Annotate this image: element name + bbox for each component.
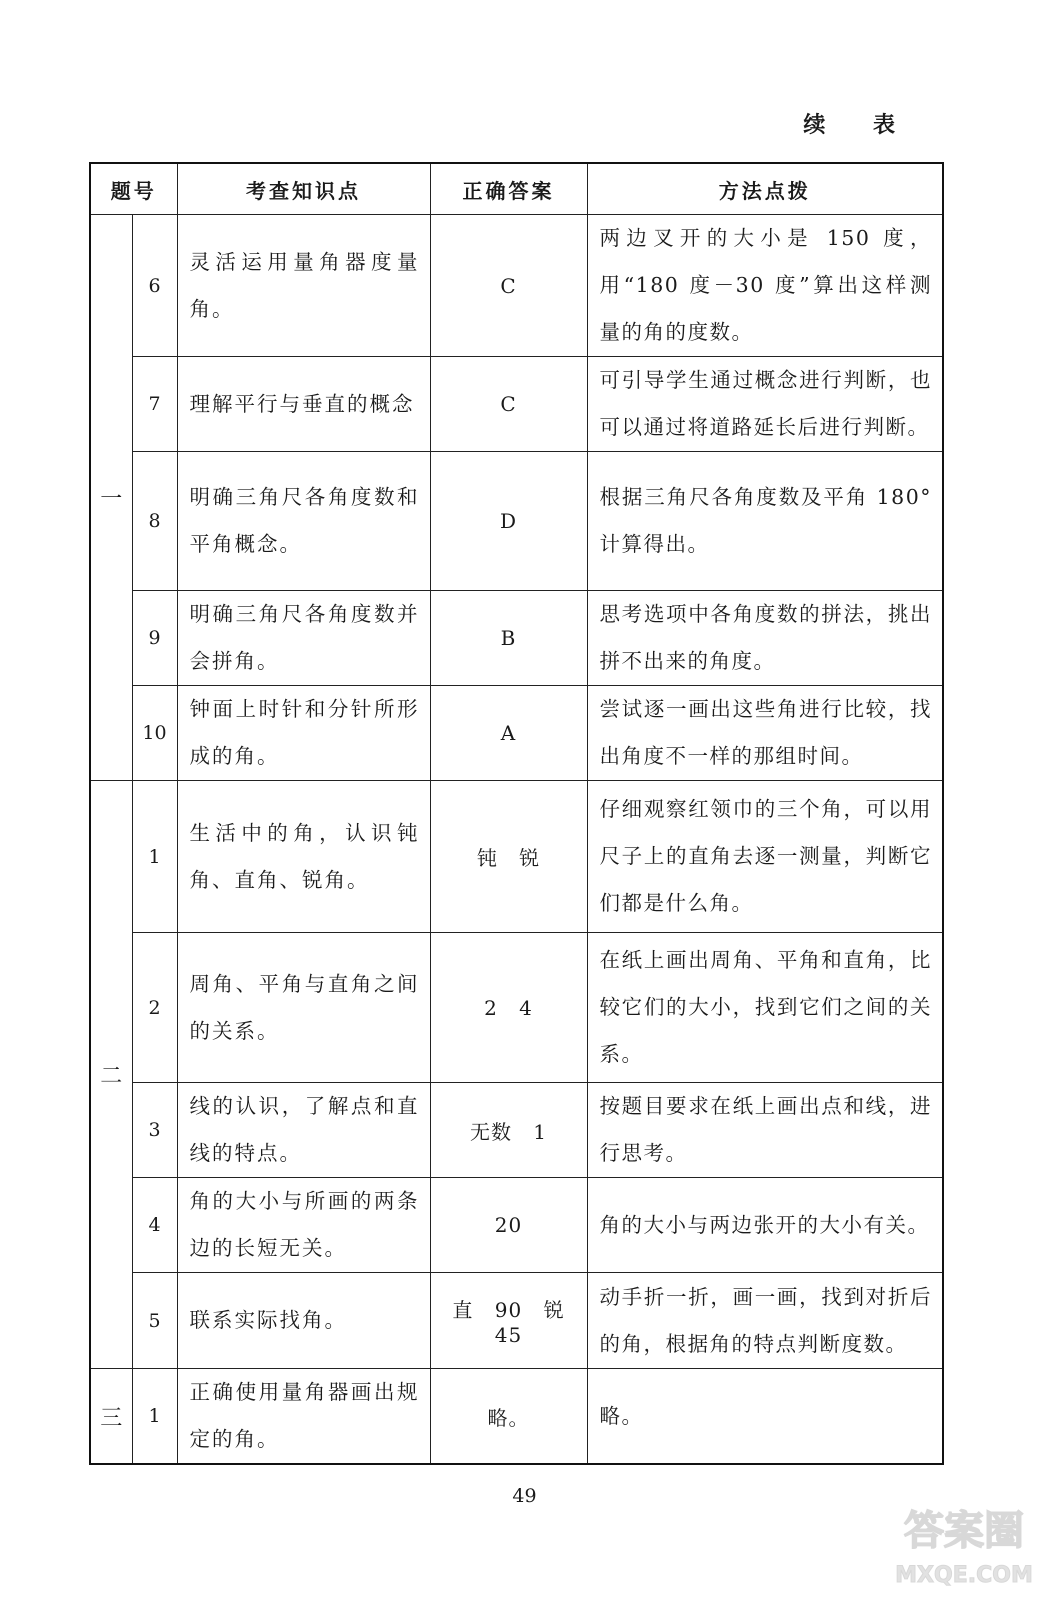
table-row xyxy=(90,452,943,591)
question-number: 1 xyxy=(132,1369,177,1465)
page-number: 49 xyxy=(512,1485,537,1507)
watermark-top-text: 答案圈 xyxy=(904,1508,1024,1554)
method-tip: 两边叉开的大小是 150 度，用“180 度－30 度”算出这样测量的角的度数。 xyxy=(587,215,943,357)
knowledge-point: 周角、平角与直角之间的关系。 xyxy=(177,933,430,1083)
correct-answer: C xyxy=(430,357,587,452)
method-tip: 动手折一折，画一画，找到对折后的角，根据角的特点判断度数。 xyxy=(587,1273,943,1369)
question-number: 5 xyxy=(132,1273,177,1369)
correct-answer: 钝 锐 xyxy=(430,781,587,933)
table-row xyxy=(90,357,943,452)
question-number: 7 xyxy=(132,357,177,452)
knowledge-point: 线的认识，了解点和直线的特点。 xyxy=(177,1083,430,1178)
section-label: 三 xyxy=(90,1369,132,1465)
header-question-no: 题号 xyxy=(90,163,177,215)
table-row xyxy=(90,215,943,357)
table-row xyxy=(90,1083,943,1178)
correct-answer: 20 xyxy=(430,1178,587,1273)
section-label: 一 xyxy=(90,215,132,781)
question-number: 2 xyxy=(132,933,177,1083)
knowledge-point: 生活中的角，认识钝角、直角、锐角。 xyxy=(177,781,430,933)
correct-answer: B xyxy=(430,591,587,686)
knowledge-point: 正确使用量角器画出规定的角。 xyxy=(177,1369,430,1465)
correct-answer: 无数 1 xyxy=(430,1083,587,1178)
knowledge-point: 钟面上时针和分针所形成的角。 xyxy=(177,686,430,781)
question-number: 8 xyxy=(132,452,177,591)
knowledge-point: 明确三角尺各角度数和平角概念。 xyxy=(177,452,430,591)
question-number: 3 xyxy=(132,1083,177,1178)
method-tip: 角的大小与两边张开的大小有关。 xyxy=(587,1178,943,1273)
continued-table-label: 续 表 xyxy=(803,113,915,138)
header-method-tips: 方法点拨 xyxy=(587,163,943,215)
table-row xyxy=(90,1273,943,1369)
method-tip: 根据三角尺各角度数及平角 180°计算得出。 xyxy=(587,452,943,591)
correct-answer: C xyxy=(430,215,587,357)
method-tip: 在纸上画出周角、平角和直角，比较它们的大小，找到它们之间的关系。 xyxy=(587,933,943,1083)
correct-answer: 直 90 锐 45 xyxy=(430,1273,587,1369)
table-row xyxy=(90,781,943,933)
question-number: 10 xyxy=(132,686,177,781)
knowledge-point: 理解平行与垂直的概念 xyxy=(177,357,430,452)
knowledge-point: 明确三角尺各角度数并会拼角。 xyxy=(177,591,430,686)
correct-answer: 略。 xyxy=(430,1369,587,1465)
method-tip: 尝试逐一画出这些角进行比较，找出角度不一样的那组时间。 xyxy=(587,686,943,781)
table-row xyxy=(90,1178,943,1273)
table-header-row xyxy=(90,163,943,215)
watermark-logo xyxy=(889,1496,1039,1594)
knowledge-point: 灵活运用量角器度量角。 xyxy=(177,215,430,357)
correct-answer: 2 4 xyxy=(430,933,587,1083)
method-tip: 仔细观察红领巾的三个角，可以用尺子上的直角去逐一测量，判断它们都是什么角。 xyxy=(587,781,943,933)
correct-answer: A xyxy=(430,686,587,781)
table-row xyxy=(90,933,943,1083)
question-number: 4 xyxy=(132,1178,177,1273)
watermark-bottom-text: MXQE.COM xyxy=(895,1563,1033,1588)
question-number: 9 xyxy=(132,591,177,686)
header-correct-answer: 正确答案 xyxy=(430,163,587,215)
method-tip: 思考选项中各角度数的拼法，挑出拼不出来的角度。 xyxy=(587,591,943,686)
table-row xyxy=(90,1369,943,1465)
knowledge-point: 角的大小与所画的两条边的长短无关。 xyxy=(177,1178,430,1273)
method-tip: 可引导学生通过概念进行判断，也可以通过将道路延长后进行判断。 xyxy=(587,357,943,452)
answer-table xyxy=(89,162,944,1465)
method-tip: 略。 xyxy=(587,1369,943,1465)
knowledge-point: 联系实际找角。 xyxy=(177,1273,430,1369)
table-row xyxy=(90,686,943,781)
method-tip: 按题目要求在纸上画出点和线，进行思考。 xyxy=(587,1083,943,1178)
table-row xyxy=(90,591,943,686)
section-label: 二 xyxy=(90,781,132,1369)
question-number: 6 xyxy=(132,215,177,357)
header-knowledge-point: 考查知识点 xyxy=(177,163,430,215)
correct-answer: D xyxy=(430,452,587,591)
question-number: 1 xyxy=(132,781,177,933)
